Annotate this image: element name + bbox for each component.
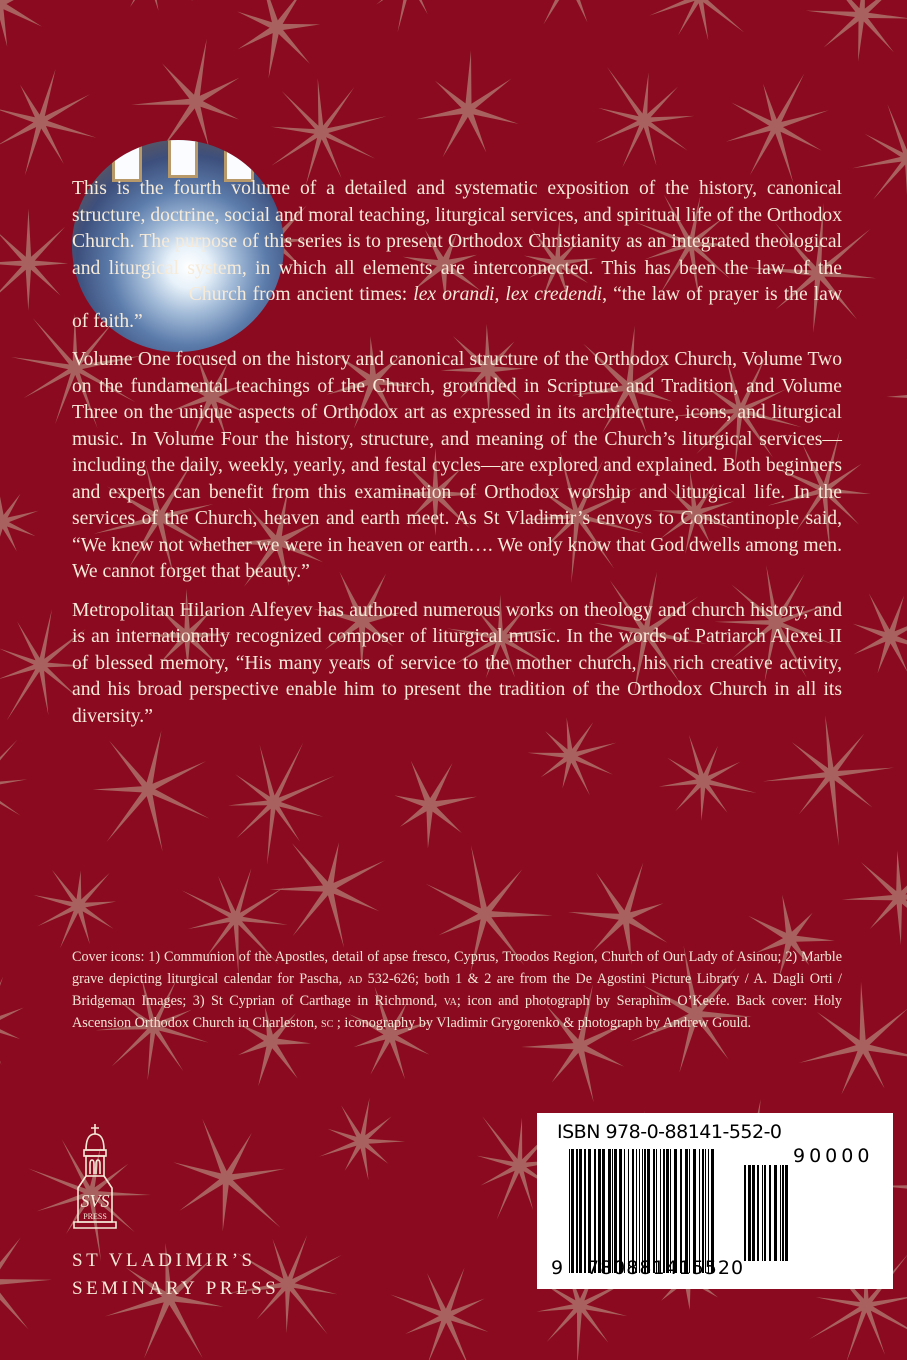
barcode-bar <box>674 1149 677 1273</box>
star-shape <box>394 761 477 849</box>
star-shape <box>173 1119 285 1232</box>
star-shape <box>0 485 39 555</box>
star-shape <box>270 842 385 947</box>
description-text <box>72 176 842 742</box>
barcode-bar <box>666 1149 669 1273</box>
star-shape <box>726 74 829 184</box>
barcode-bar <box>689 1149 690 1273</box>
paragraph-volumes: Volume One focused on the history and canonical structure of the Orthodox Church, Volume Two on the fundamental teachings of the Church, grounded in Scripture and Tradition, and Volume Three on the unique aspects of Orthodox art as expressed in its architecture, icons, and liturgical music. In Volume Four the history, structure, and meaning of the Church’s liturgical services—including the daily, weekly, yearly, and festal cycles—are explored and explained. Both beginners and experts can benefit from this examination of Orthodox worship and liturgical life. In the services of the Church, heaven and earth meet. As St Vladimir’s envoys to Constantinople said, “We knew not whether we were in heaven or earth…. We only know that God dwells among men. We cannot forget that beauty.” <box>72 349 842 582</box>
barcode-bar <box>653 1149 655 1273</box>
barcode-bar <box>656 1149 657 1273</box>
publisher-name <box>72 1247 279 1303</box>
barcode-bar <box>769 1165 771 1261</box>
barcode-digits: 780881415520 <box>587 1257 745 1279</box>
star-shape <box>853 593 907 673</box>
paragraph-author: Metropolitan Hilarion Alfeyev has authored numerous works on theology and church history, and is an internationally recognized composer of liturgical music. In the words of Patriarch Alexei II of blessed memory, “His many years of service to the mother church, his rich creative activity, and his broad perspective enable him to present the tradition of the Orthodox Church in all its diversity.” <box>72 599 842 727</box>
publisher-line-1: ST VLADIMIR’S <box>72 1250 256 1271</box>
barcode-bar <box>614 1149 617 1273</box>
barcode-bar <box>680 1149 682 1273</box>
star-shape <box>852 104 907 210</box>
isbn-label: ISBN 978-0-88141-552-0 <box>557 1121 782 1143</box>
barcode-bar <box>576 1149 578 1273</box>
barcode-bar <box>628 1149 629 1273</box>
barcode-bar <box>702 1149 704 1273</box>
barcode-bar <box>780 1165 781 1261</box>
barcode-bar <box>764 1165 766 1261</box>
barcode-bar <box>612 1149 613 1273</box>
barcode-bar <box>762 1165 763 1261</box>
star-shape <box>93 730 210 851</box>
barcode-bar <box>774 1165 777 1261</box>
barcode-bar <box>644 1149 646 1273</box>
barcode-first-digit: 9 <box>551 1257 564 1279</box>
barcode-bar <box>748 1165 751 1261</box>
star-shape <box>34 870 117 949</box>
star-shape <box>0 1237 52 1344</box>
barcode-bar <box>619 1149 622 1273</box>
barcode-bar <box>744 1165 746 1261</box>
svg-text:PRESS: PRESS <box>83 1212 107 1221</box>
barcode-bar <box>757 1165 759 1261</box>
star-shape <box>271 78 386 185</box>
barcode-bar <box>752 1165 755 1261</box>
star-shape <box>417 50 519 157</box>
barcode-bar <box>693 1149 696 1273</box>
barcode-bar <box>711 1149 714 1273</box>
star-shape <box>649 0 758 41</box>
svs-press-logo <box>70 1122 120 1232</box>
star-shape <box>0 977 24 1065</box>
star-shape <box>390 1268 488 1360</box>
barcode-bar <box>639 1149 640 1273</box>
barcode-bar <box>584 1149 586 1273</box>
star-shape <box>518 0 609 24</box>
star-shape <box>596 67 695 167</box>
isbn-barcode <box>537 1113 893 1289</box>
barcode-bar <box>624 1149 625 1273</box>
barcode-bar <box>598 1149 601 1273</box>
barcode-bar <box>785 1165 788 1261</box>
star-shape <box>886 345 907 450</box>
barcode-bar <box>670 1149 671 1273</box>
star-shape <box>806 0 907 62</box>
publisher-line-2: SEMINARY PRESS <box>72 1278 280 1299</box>
barcode-bar <box>569 1149 570 1273</box>
barcode-bar <box>647 1149 650 1273</box>
barcode-bar <box>663 1149 665 1273</box>
barcode-bar <box>632 1149 634 1273</box>
paragraph-intro: This is the fourth volume of a detailed and systematic exposition of the history, canonical structure, doctrine, social and moral teaching, liturgical services, and spiritual life of the Orthodox Church. The purpose of this series is to present Orthodox Christianity as an integrated theological and liturgical system, in which all elements are interconnected. This has been the law of the Church from ancient times: lex orandi, lex credendi, “the law of prayer is the law of faith.” <box>72 178 842 332</box>
barcode-bar <box>608 1149 611 1273</box>
star-shape <box>228 743 335 865</box>
star-shape <box>0 729 27 848</box>
barcode-bar <box>588 1149 591 1273</box>
star-shape <box>356 0 457 32</box>
barcode-bar <box>602 1149 605 1273</box>
barcode-bar <box>782 1165 784 1261</box>
barcode-bar <box>699 1149 700 1273</box>
barcode-bar <box>708 1149 709 1273</box>
barcode-bar <box>685 1149 688 1273</box>
barcode-bar <box>571 1149 574 1273</box>
barcode-addon: 90000 <box>793 1145 874 1167</box>
star-shape <box>319 1098 405 1181</box>
star-shape <box>842 850 907 945</box>
svg-text:SVS: SVS <box>80 1191 110 1211</box>
barcode-bar <box>705 1149 706 1273</box>
barcode-bar <box>642 1149 643 1273</box>
barcode-bar <box>579 1149 582 1273</box>
barcode-bar <box>636 1149 637 1273</box>
star-shape <box>659 735 757 821</box>
barcode-bar <box>594 1149 596 1273</box>
star-shape <box>237 0 320 79</box>
cover-credits: Cover icons: 1) Communion of the Apostles, detail of apse fresco, Cyprus, Troodos Region, Church of Our Lady of Asinou; 2) Marble grave depicting liturgical calendar for Pascha, ad 532-626; both 1 & 2 are from the De Agostini Picture Library / A. Dagli Orti / Bridgeman Images; 3) St Cyprian of Carthage in Richmond, va; icon and photograph by Seraphim O’Keefe. Back cover: Holy Ascension Orthodox Church in Charleston, sc ; iconography by Vladimir Grygorenko & photograph by Andrew Gould. <box>72 949 843 1031</box>
barcode-bar <box>660 1149 661 1273</box>
